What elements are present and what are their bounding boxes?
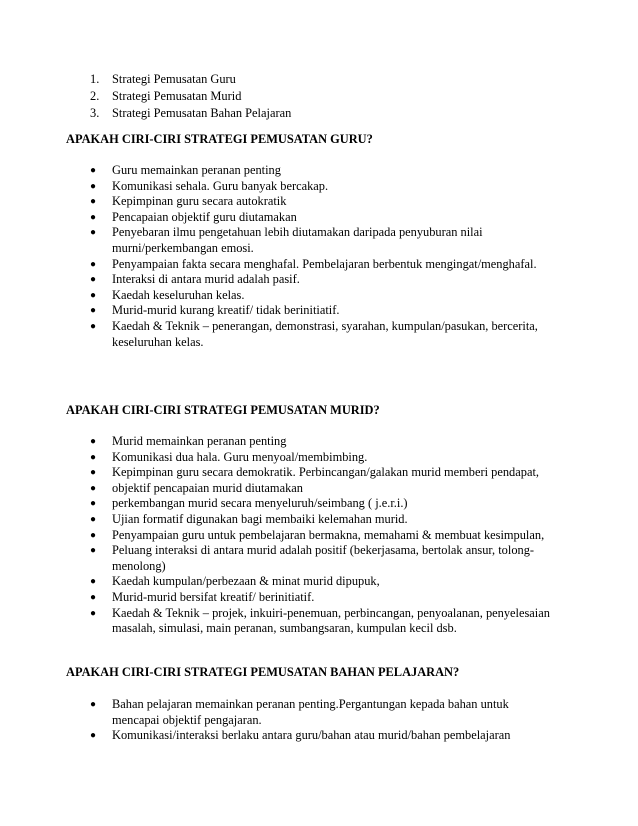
bullet-icon: ● bbox=[90, 196, 97, 208]
list-item: ● Kepimpinan guru secara demokratik. Perbincangan/galakan murid memberi pendapat, bbox=[90, 465, 539, 480]
list-item: ● Penyampaian guru untuk pembelajaran bermakna, memahami & membuat kesimpulan, bbox=[90, 527, 545, 542]
list-item: ● Komunikasi dua hala. Guru menyoal/membimbing. bbox=[90, 449, 368, 464]
bullet-icon: ● bbox=[90, 165, 97, 176]
list-item-label: Strategi Pemusatan Murid bbox=[112, 89, 242, 103]
bullet-icon: ● bbox=[90, 545, 97, 557]
bullet-list-murid bbox=[88, 434, 558, 637]
list-item-label: Strategi Pemusatan Guru bbox=[112, 72, 236, 86]
section-heading-guru: APAKAH CIRI-CIRI STRATEGI PEMUSATAN GURU? bbox=[66, 132, 373, 146]
list-item: ● Kepimpinan guru secara autokratik bbox=[90, 194, 287, 209]
bullet-icon: ● bbox=[90, 607, 97, 619]
bullet-icon: ● bbox=[90, 699, 97, 710]
list-item bbox=[90, 71, 291, 88]
bullet-icon: ● bbox=[90, 591, 97, 603]
bullet-icon: ● bbox=[90, 498, 97, 510]
list-item: ● Murid-murid bersifat kreatif/ berinitiatif. bbox=[90, 589, 315, 604]
bullet-icon: ● bbox=[90, 305, 97, 317]
bullet-icon: ● bbox=[90, 576, 97, 588]
list-item: ● Kaedah & Teknik – penerangan, demonstrasi, syarahan, kumpulan/pasukan, bercerita, keseluruhan kelas. bbox=[90, 318, 538, 349]
list-item: ● Ujian formatif digunakan bagi membaiki kelemahan murid. bbox=[90, 511, 408, 526]
list-item: ● Penyampaian fakta secara menghafal. Pembelajaran berbentuk mengingat/menghafal. bbox=[90, 256, 537, 271]
list-item: ● Murid-murid kurang kreatif/ tidak berinitiatif. bbox=[90, 303, 340, 318]
list-item: ● Kaedah keseluruhan kelas. bbox=[90, 287, 245, 302]
list-number: 2. bbox=[90, 89, 100, 103]
list-item: ● perkembangan murid secara menyeluruh/seimbang ( j.e.r.i.) bbox=[90, 496, 408, 511]
list-item: ● Kaedah & Teknik – projek, inkuiri-penemuan, perbincangan, penyoalanan, penyelesaian masalah, simulasi, main peranan, sumbangsaran, kumpulan kecil dsb. bbox=[90, 605, 550, 636]
bullet-icon: ● bbox=[90, 320, 97, 332]
list-number: 1. bbox=[90, 72, 100, 86]
list-number: 3. bbox=[90, 106, 100, 120]
bullet-list-bahan bbox=[88, 697, 558, 744]
bullet-list-guru bbox=[88, 163, 558, 350]
bullet-icon: ● bbox=[90, 227, 97, 239]
section-heading-murid: APAKAH CIRI-CIRI STRATEGI PEMUSATAN MURID? bbox=[66, 403, 380, 417]
bullet-icon: ● bbox=[90, 289, 97, 301]
bullet-icon: ● bbox=[90, 467, 97, 479]
list-item: ● Komunikasi/interaksi berlaku antara guru/bahan atau murid/bahan pembelajaran bbox=[90, 728, 511, 743]
bullet-icon: ● bbox=[90, 180, 97, 192]
section-heading-bahan: APAKAH CIRI-CIRI STRATEGI PEMUSATAN BAHAN PELAJARAN? bbox=[66, 665, 460, 679]
bullet-icon: ● bbox=[90, 451, 97, 463]
bullet-icon: ● bbox=[90, 258, 97, 270]
bullet-icon: ● bbox=[90, 529, 97, 541]
list-item: ● Interaksi di antara murid adalah pasif. bbox=[90, 272, 300, 287]
bullet-icon: ● bbox=[90, 482, 97, 494]
list-item bbox=[90, 88, 291, 105]
list-item: ● Guru memainkan peranan penting bbox=[90, 163, 281, 177]
bullet-icon: ● bbox=[90, 513, 97, 525]
bullet-icon: ● bbox=[90, 436, 97, 447]
strategy-list bbox=[90, 71, 291, 122]
bullet-icon: ● bbox=[90, 274, 97, 286]
list-item: ● Bahan pelajaran memainkan peranan penting.Pergantungan kepada bahan untuk mencapai objektif pengajaran. bbox=[90, 697, 509, 727]
list-item: ● Pencapaian objektif guru diutamakan bbox=[90, 209, 297, 224]
list-item: ● objektif pencapaian murid diutamakan bbox=[90, 480, 303, 495]
bullet-icon: ● bbox=[90, 730, 97, 742]
list-item: ● Murid memainkan peranan penting bbox=[90, 434, 287, 448]
bullet-icon: ● bbox=[90, 211, 97, 223]
list-item: ● Komunikasi sehala. Guru banyak bercakap. bbox=[90, 178, 329, 193]
list-item: ● Penyebaran ilmu pengetahuan lebih diutamakan daripada penyuburan nilai murni/perkembangan emosi. bbox=[90, 225, 483, 255]
list-item-label: Strategi Pemusatan Bahan Pelajaran bbox=[112, 106, 292, 120]
list-item bbox=[90, 105, 291, 122]
list-item: ● Peluang interaksi di antara murid adalah positif (bekerjasama, bertolak ansur, tolong-menolong) bbox=[90, 543, 535, 573]
list-item: ● Kaedah kumpulan/perbezaan & minat murid dipupuk, bbox=[90, 574, 380, 589]
